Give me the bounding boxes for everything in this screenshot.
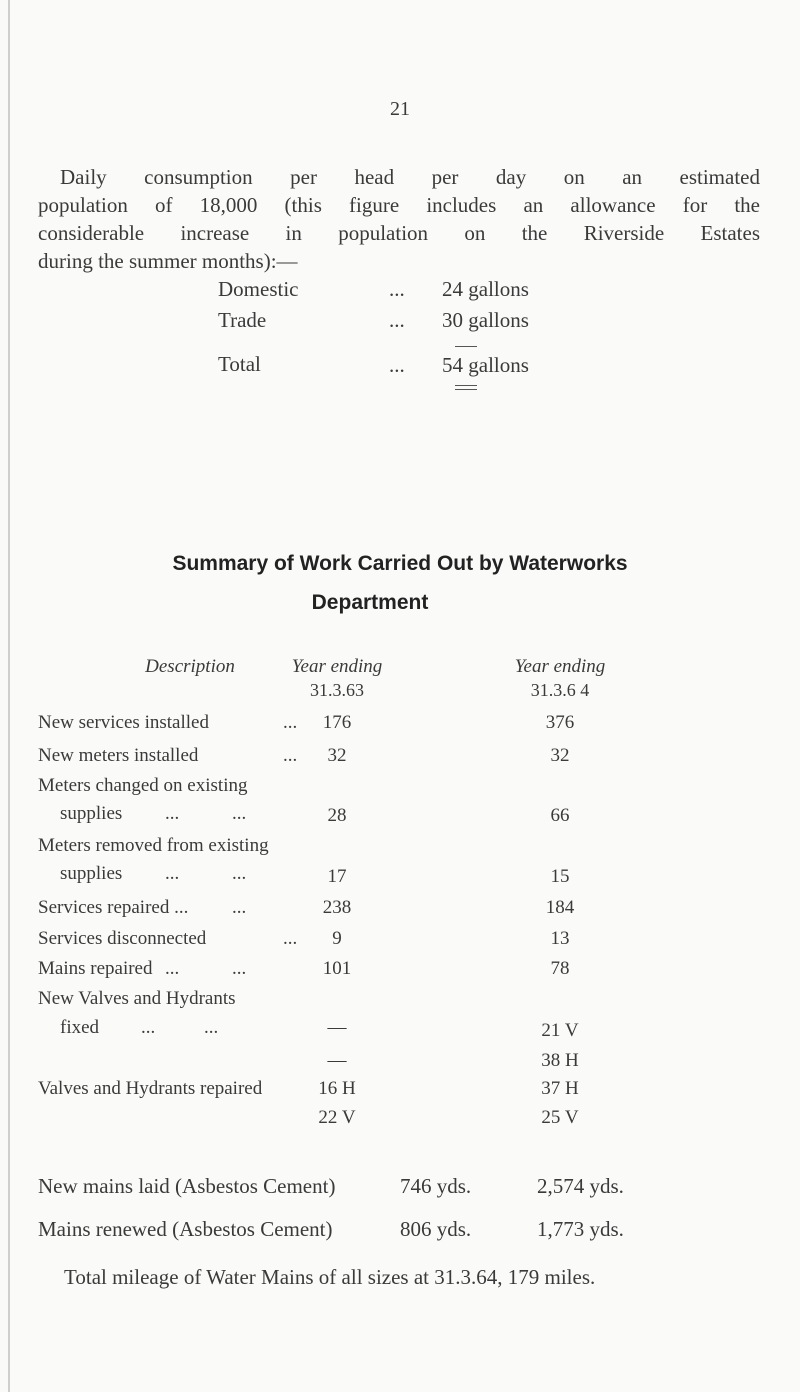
row-dots: ... [141, 1017, 156, 1038]
row-dots: ... [165, 803, 180, 824]
consumption-value-total: 54 gallons [442, 353, 529, 377]
row-value-year2: 184 [545, 897, 575, 918]
row-value-year1: 176 [322, 712, 352, 733]
mains-renewed-year2: 1,773 yds. [537, 1217, 624, 1241]
row-value-year1: 101 [322, 958, 352, 979]
summary-heading-line-1: Summary of Work Carried Out by Waterworks [172, 552, 628, 575]
row-dots: ... [283, 712, 298, 733]
consumption-label-domestic: Domestic [218, 277, 299, 301]
row-value-year1: 17 [327, 866, 347, 887]
total-mileage: Total mileage of Water Mains of all sizes at 31.3.64, 179 miles. [64, 1265, 596, 1289]
row-value-year2: 66 [550, 805, 570, 826]
row-value-year1: 16 H [318, 1078, 356, 1099]
row-dots: ... [283, 745, 298, 766]
row-value-year1: 22 V [318, 1107, 356, 1128]
consumption-dots: ... [389, 277, 405, 301]
row-dots: ... [232, 803, 247, 824]
row-description: Meters changed on existing [38, 775, 248, 796]
row-description: New services installed [38, 712, 209, 733]
row-value-year1: — [327, 1050, 347, 1071]
row-description: New Valves and Hydrants [38, 988, 236, 1009]
mains-renewed-label: Mains renewed (Asbestos Cement) [38, 1217, 333, 1241]
total-double-rule-top [455, 385, 477, 386]
row-dots: ... [165, 958, 180, 979]
paragraph-line-1: Daily consumption per head per day on an estimated [60, 165, 760, 189]
row-description: Services repaired ... [38, 897, 189, 918]
row-dots: ... [232, 958, 247, 979]
row-value-year1: 28 [327, 805, 347, 826]
row-value-year2: 21 V [541, 1020, 579, 1041]
row-value-year1: — [327, 1017, 347, 1038]
column-year2-date: 31.3.6 4 [530, 680, 590, 700]
row-description: Valves and Hydrants repaired [38, 1078, 263, 1099]
row-value-year2: 78 [550, 958, 570, 979]
row-dots: ... [232, 863, 247, 884]
row-description-continued: supplies [60, 803, 123, 824]
consumption-value-domestic: 24 gallons [442, 277, 529, 301]
intro-paragraph [38, 163, 760, 275]
row-dots: ... [204, 1017, 219, 1038]
paragraph-line-3: considerable increase in population on the Riverside Estates [38, 221, 760, 245]
mains-laid-year1: 746 yds. [400, 1174, 472, 1198]
row-value-year2: 15 [550, 866, 570, 887]
row-value-year1: 32 [327, 745, 347, 766]
row-dots: ... [165, 863, 180, 884]
consumption-dots: ... [389, 353, 405, 377]
row-description: Services disconnected [38, 928, 207, 949]
summary-heading-line-2: Department [311, 591, 429, 614]
column-header-year1: Year ending [291, 656, 383, 677]
page-edge [8, 0, 10, 1392]
mains-laid-year2: 2,574 yds. [537, 1174, 624, 1198]
paragraph-line-4: during the summer months):— [38, 249, 298, 273]
consumption-label-trade: Trade [218, 308, 267, 332]
row-value-year2: 376 [545, 712, 575, 733]
mains-renewed-year1: 806 yds. [400, 1217, 472, 1241]
row-dots: ... [283, 928, 298, 949]
sum-rule [455, 346, 477, 347]
page-number: 21 [390, 98, 410, 120]
row-value-year1: 9 [332, 928, 342, 949]
mains-laid-label: New mains laid (Asbestos Cement) [38, 1174, 336, 1198]
total-double-rule-bottom [455, 389, 477, 390]
consumption-label-total: Total [218, 352, 261, 376]
column-header-description: Description [145, 656, 235, 677]
row-description: New meters installed [38, 745, 199, 766]
row-value-year2: 38 H [541, 1050, 579, 1071]
row-description: Mains repaired [38, 958, 153, 979]
consumption-dots: ... [389, 308, 405, 332]
row-value-year2: 13 [550, 928, 570, 949]
consumption-value-trade: 30 gallons [442, 308, 529, 332]
row-description: Meters removed from existing [38, 835, 269, 856]
column-year1-date: 31.3.63 [310, 680, 364, 700]
row-value-year2: 37 H [541, 1078, 579, 1099]
paragraph-line-2: population of 18,000 (this figure includes an allowance for the [38, 193, 760, 217]
row-description-continued: supplies [60, 863, 123, 884]
row-dots: ... [232, 897, 247, 918]
row-value-year1: 238 [322, 897, 352, 918]
column-header-year2: Year ending [514, 656, 606, 677]
row-value-year2: 32 [550, 745, 570, 766]
row-value-year2: 25 V [541, 1107, 579, 1128]
row-description-continued: fixed [60, 1017, 100, 1038]
